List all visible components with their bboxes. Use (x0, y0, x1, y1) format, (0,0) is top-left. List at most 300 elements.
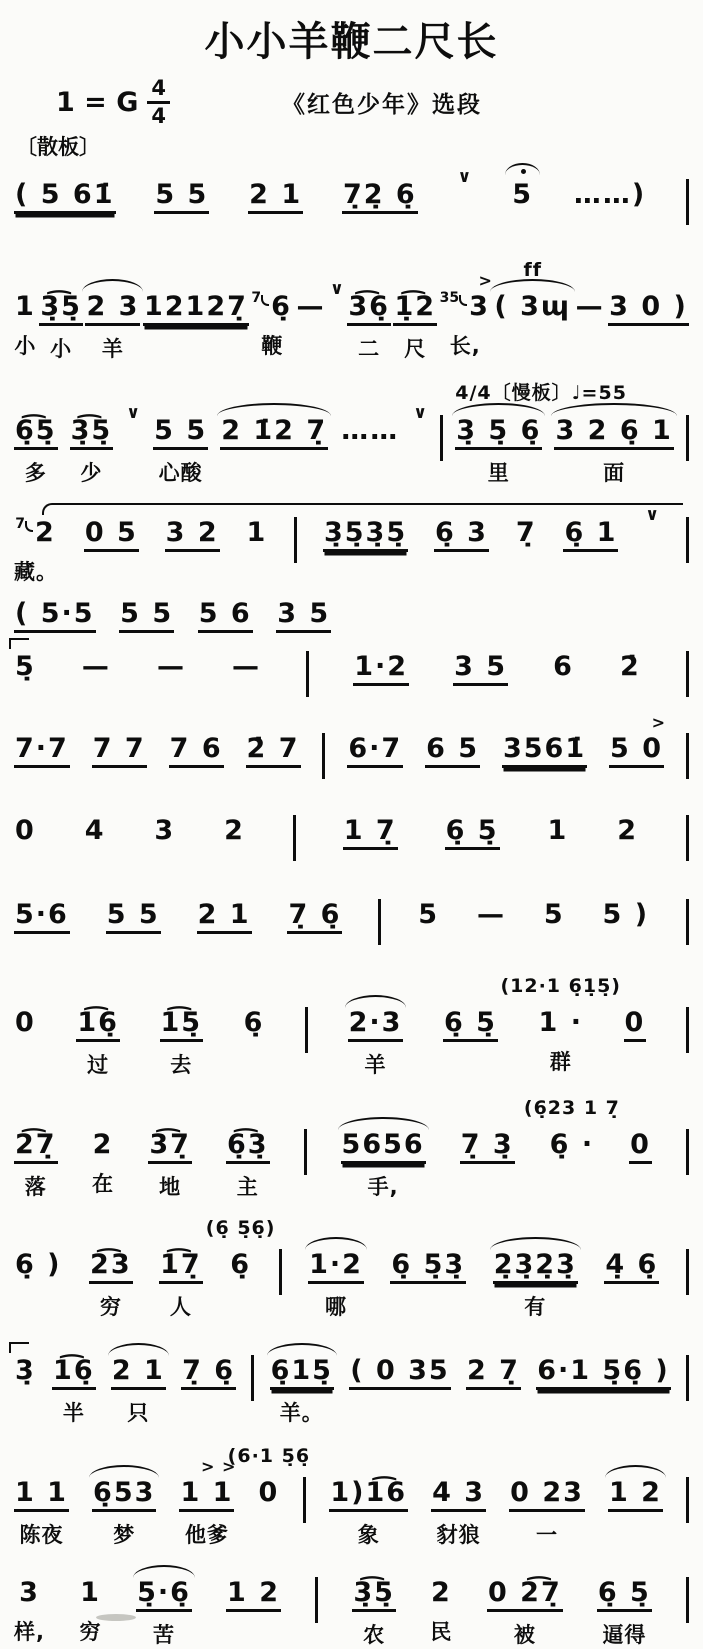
score-cell (563, 517, 618, 552)
system-11 (14, 1093, 689, 1201)
note-line (14, 291, 37, 323)
score-cell (619, 651, 642, 683)
score-cell (14, 1577, 45, 1646)
lyric-syllable: 羊。 (279, 1401, 324, 1426)
note-token: ( 5·5 (14, 598, 96, 633)
score-cell (329, 1477, 408, 1549)
note-token: 5 (418, 899, 440, 931)
score-cell (227, 1445, 311, 1509)
note-token: 2̣3̣2̣3̣ (493, 1249, 578, 1284)
score-cell (323, 517, 408, 552)
score-cell (434, 517, 489, 552)
note-token: ( 3ɰ (494, 291, 572, 322)
note-line (89, 1249, 133, 1284)
note-line (434, 517, 489, 552)
note-token: — (232, 651, 262, 683)
note-token: ( 0 35 (349, 1355, 451, 1390)
breath-mark: ∨ (457, 167, 472, 187)
note-line (14, 733, 70, 768)
score-cell (89, 1249, 133, 1321)
score-cell (14, 899, 70, 934)
note-line (340, 415, 400, 447)
score-cell (347, 733, 403, 768)
note-token: 1 (15, 291, 36, 322)
note-token: 2͡7̣ (14, 1129, 58, 1164)
note-line (511, 179, 534, 211)
barline (686, 899, 689, 945)
note-line (608, 291, 689, 326)
note-token: 1·2 (308, 1249, 364, 1284)
note-line (14, 899, 70, 934)
score-cell (493, 1249, 578, 1321)
note-token: 3̣͡5̣ (70, 415, 114, 450)
barline (686, 1577, 689, 1623)
score-cell (347, 291, 391, 363)
note-line (466, 1355, 521, 1390)
system-columns (14, 259, 689, 363)
note-token: 7·7 (14, 733, 70, 768)
note-line (439, 271, 493, 323)
note-token: 6̣ 5̣3̣ (390, 1249, 466, 1284)
system-6 (14, 633, 689, 697)
score-cell (476, 899, 507, 931)
lyric-syllable: 逼得 (602, 1623, 647, 1648)
score-cell (14, 651, 37, 683)
note-line (84, 815, 107, 847)
note-line (329, 1477, 408, 1512)
lyric-syllable: 二 (358, 337, 381, 362)
note-line (119, 598, 174, 633)
score-cell (353, 651, 409, 686)
lyric-syllable: 象 (357, 1523, 380, 1548)
note-line (393, 291, 437, 326)
score-cell (500, 975, 621, 1076)
note-line (536, 1355, 671, 1390)
note-line (608, 1477, 663, 1512)
score-cell (453, 651, 508, 686)
lyric-syllable: 群 (549, 1050, 572, 1075)
note-token: 1͡6̣ (76, 1007, 120, 1042)
note-line (329, 279, 345, 313)
note-token: 1 (246, 517, 268, 549)
note-token: — (156, 651, 186, 683)
score-cell (160, 1007, 204, 1079)
score-cell (493, 259, 572, 323)
note-token: 6̣͡3̣ (226, 1129, 270, 1164)
score-cell (602, 899, 651, 931)
note-token: 5·6 (14, 899, 70, 934)
note-token: 2 3 (85, 291, 140, 326)
score-cell (14, 733, 70, 768)
score-cell (457, 167, 473, 201)
note-token: 3 5 (453, 651, 508, 686)
score-cell (608, 1477, 663, 1512)
score-cell (223, 815, 246, 847)
note-line (308, 1249, 364, 1284)
score-cell (445, 815, 500, 850)
score-cell (125, 403, 141, 437)
score-cell (547, 815, 570, 847)
note-token: 0 (15, 1007, 36, 1039)
note-token: 3 (154, 815, 176, 847)
note-line (609, 713, 667, 768)
note-token: 3̣͡5̣ (352, 1577, 396, 1612)
system-9 (14, 889, 689, 945)
system-columns (14, 505, 689, 586)
barline (378, 899, 381, 945)
barline (279, 1249, 282, 1295)
note-token: 7 6 (169, 733, 224, 768)
lyric-syllable: 少 (80, 461, 103, 486)
score-cell (439, 271, 493, 360)
note-token: 2 (34, 517, 56, 549)
note-token: 3 > (469, 271, 493, 322)
barline (686, 1007, 689, 1053)
grace-note: 35 (440, 291, 467, 306)
score-cell (487, 1577, 563, 1649)
score-cell (14, 291, 37, 360)
note-line (159, 1249, 203, 1284)
note-token: 5 6 (198, 598, 253, 633)
note-line (85, 291, 140, 326)
system-columns (14, 1355, 689, 1427)
note-token: 1 (547, 815, 569, 847)
annotation: (6̣ 5̣6̣) (205, 1217, 276, 1240)
note-token: 2 (224, 815, 245, 847)
note-token: 3 0 ) (608, 291, 689, 326)
lyric-syllable: 羊 (101, 337, 124, 362)
score-cell (81, 651, 112, 683)
note-token: 6̣ 5̣ (445, 815, 500, 850)
score-cell (205, 1217, 276, 1281)
note-token: 5̣·6̣ (136, 1577, 192, 1612)
score-cell (181, 1355, 236, 1390)
note-token: 5 5 (106, 899, 161, 934)
note-token: 2 (431, 1577, 452, 1609)
note-token: 4 3 (431, 1477, 486, 1512)
note-token: 5 0 > (609, 733, 664, 768)
note-token: 3̣ (15, 1355, 36, 1387)
score-cell (85, 291, 140, 363)
note-line (502, 733, 587, 768)
score-cell (536, 1355, 671, 1390)
barline (315, 1577, 318, 1623)
note-line (430, 1577, 453, 1609)
note-line (493, 1249, 578, 1284)
lyric-syllable: 过 (87, 1053, 110, 1078)
lyric-syllable: 豺狼 (436, 1523, 481, 1548)
score-cell (417, 899, 440, 931)
note-line (226, 1129, 270, 1164)
note-line (453, 651, 508, 686)
score-body (14, 163, 689, 1649)
note-line (353, 651, 409, 686)
note-line (538, 1007, 584, 1039)
score-cell (76, 1007, 120, 1079)
barline (686, 415, 689, 461)
note-token: 0 (15, 815, 36, 847)
score-cell (243, 1007, 266, 1039)
system-5 (14, 588, 331, 633)
score-cell (515, 517, 538, 549)
note-line (629, 1129, 652, 1164)
tie-continuation-hook (9, 638, 29, 649)
lyric-syllable: 穷 (79, 1620, 102, 1645)
barline (305, 1007, 308, 1053)
note-token: — (476, 899, 506, 931)
score-cell (84, 517, 139, 552)
note-token: 2̇ 7 (246, 733, 301, 768)
annotation: ff (523, 259, 543, 281)
score-cell (14, 1355, 37, 1387)
note-line (515, 517, 538, 549)
score-cell (14, 815, 37, 847)
score-cell (644, 505, 660, 539)
system-columns (14, 167, 689, 225)
barline (686, 815, 689, 861)
note-line (547, 815, 570, 847)
lyric-syllable: 羊 (364, 1053, 387, 1078)
note-token: 3̣͡5̣ (39, 291, 83, 326)
note-token: …… (341, 415, 400, 447)
note-token: 5 ) (602, 899, 650, 931)
note-line (14, 1007, 37, 1039)
score-cell (159, 1249, 203, 1321)
score-cell (296, 291, 327, 323)
system-13 (14, 1333, 689, 1427)
note-token: 2 1̇2 7̣ (220, 415, 328, 450)
note-line (390, 1249, 466, 1284)
note-token: 2 7̣ (466, 1355, 521, 1390)
lyric-syllable: 穷 (99, 1295, 122, 1320)
note-line (231, 651, 262, 683)
system-7 (14, 713, 689, 779)
note-token: 6̣ 3 (434, 517, 489, 552)
score-cell (226, 1129, 270, 1201)
note-token: 1̣͡2 (393, 291, 437, 326)
note-line (347, 291, 391, 326)
grace-note: 7 (15, 517, 33, 532)
note-line (148, 1129, 192, 1164)
note-line (181, 1355, 236, 1390)
score-cell (604, 1249, 659, 1284)
note-line (14, 1249, 63, 1281)
key-signature-text: 1 = G (56, 86, 139, 118)
note-line (14, 1477, 69, 1512)
note-token: 7̣ 3̣ (460, 1129, 515, 1164)
note-token: 2 (617, 815, 638, 847)
note-line (226, 1577, 281, 1612)
note-line (487, 1577, 563, 1612)
note-line (624, 1007, 647, 1042)
note-token: 6̣ 5̣ (597, 1577, 652, 1612)
score-cell (106, 899, 161, 934)
score-cell (341, 1129, 426, 1201)
note-line (79, 1577, 102, 1609)
score-cell (14, 517, 58, 586)
score-cell (431, 1477, 486, 1549)
lyric-syllable: 只 (127, 1401, 150, 1426)
note-token: — (575, 291, 605, 322)
note-token: 1 1 (14, 1477, 69, 1512)
tie-continuation-hook (9, 1342, 29, 1353)
score-cell (509, 1477, 585, 1549)
note-line (229, 1249, 252, 1281)
note-token: 6 (553, 651, 574, 683)
note-line (509, 1477, 585, 1512)
score-cell (14, 598, 96, 633)
note-token: 1͡6̣ (52, 1355, 96, 1390)
note-token: 5 5 (154, 179, 209, 214)
note-token: 1 · (538, 1007, 583, 1039)
note-token: 3 5 (276, 598, 331, 633)
score-cell (352, 1577, 396, 1649)
note-token: 7̣ 6̣ (287, 899, 342, 934)
note-line (460, 1129, 515, 1164)
lyric-syllable: 面 (603, 461, 626, 486)
note-token: — (296, 291, 326, 322)
note-line (343, 815, 398, 850)
note-token: 6̣ · (549, 1129, 595, 1161)
note-token: 0 (258, 1477, 280, 1509)
note-token: 7 7 (92, 733, 147, 768)
score-cell (340, 415, 400, 447)
score-cell (246, 733, 301, 768)
system-columns (14, 815, 689, 861)
score-cell (14, 1007, 37, 1039)
note-line (349, 1355, 451, 1390)
system-10 (14, 971, 689, 1079)
time-signature (147, 77, 170, 126)
system-columns (14, 651, 689, 697)
note-token: 3̣ 5̣ 6̣ (455, 415, 542, 450)
score-cell (111, 1355, 166, 1427)
note-token: 1 2 (226, 1577, 281, 1612)
note-token: 3̣5̣3̣5̣ (323, 517, 408, 552)
fermata-note: 5 (512, 179, 533, 210)
note-token: 6̣ 1 (563, 517, 618, 552)
time-signature-denominator: 4 (151, 103, 166, 128)
note-token: 3 2 (165, 517, 220, 552)
note-token: 0 5 (84, 517, 139, 552)
score-cell (198, 598, 253, 633)
barline (686, 1355, 689, 1401)
score-cell (390, 1249, 466, 1284)
note-token: 3͡7̣ (148, 1129, 192, 1164)
barline (304, 1129, 307, 1175)
note-line (220, 415, 328, 450)
system-2 (14, 255, 689, 363)
note-line (14, 415, 58, 450)
score-cell (92, 1477, 156, 1549)
score-cell (156, 651, 187, 683)
note-line (348, 1007, 404, 1042)
note-line (425, 733, 480, 768)
note-token: 6̣53 (92, 1477, 156, 1512)
score-cell (425, 733, 480, 768)
lyric-syllable: 手, (367, 1175, 399, 1200)
note-line (246, 517, 269, 549)
note-line (323, 517, 408, 552)
note-token: 6 5 (425, 733, 480, 768)
note-line (257, 1477, 280, 1509)
score-cell (136, 1577, 192, 1649)
score-cell (165, 517, 220, 552)
note-line (251, 291, 293, 323)
score-cell (543, 899, 566, 931)
note-token: — (81, 651, 111, 683)
note-line (575, 291, 606, 323)
note-token: 6̣ (243, 1007, 265, 1039)
score-cell (153, 815, 176, 847)
lyric-syllable: 样, (14, 1620, 45, 1645)
barline (294, 517, 297, 563)
lyric-syllable: 小 (14, 334, 37, 359)
note-line (431, 1477, 486, 1512)
note-token: 0 (629, 1129, 652, 1164)
accent-mark: > > (201, 1457, 237, 1477)
note-line (143, 291, 249, 326)
lyric-syllable: 被 (513, 1623, 536, 1648)
key-signature (56, 77, 170, 126)
accent-mark: > (651, 713, 667, 733)
lyric-syllable: 落 (24, 1175, 47, 1200)
system-4 (14, 497, 689, 586)
lyric-syllable: 陈夜 (19, 1523, 64, 1548)
note-line (179, 1457, 237, 1512)
system-columns (14, 598, 331, 633)
note-token: 2 (92, 1129, 114, 1161)
system-columns (14, 1217, 689, 1321)
note-token: 2 1 (197, 899, 252, 934)
note-token: 7̣ 6̣ (181, 1355, 236, 1390)
note-token: 1 7̣ (343, 815, 398, 850)
system-8 (14, 805, 689, 861)
barline (303, 1477, 306, 1523)
lyric-syllable: 苦 (152, 1623, 175, 1648)
note-line (81, 651, 112, 683)
note-line (111, 1355, 166, 1390)
note-line (14, 1355, 37, 1387)
system-columns (14, 899, 689, 945)
note-token: 1 1 > > (179, 1477, 234, 1512)
note-token: 1·2 (353, 651, 409, 686)
score-cell (502, 733, 587, 768)
score-cell (430, 1577, 453, 1646)
score-cell (573, 179, 647, 211)
note-token: 2̇ (620, 651, 641, 683)
lyric-syllable: 民 (430, 1620, 453, 1645)
score-cell (169, 733, 224, 768)
lyric-syllable: 地 (159, 1175, 182, 1200)
score-cell (308, 1249, 364, 1321)
lyric-syllable: 人 (169, 1295, 192, 1320)
note-line (602, 899, 651, 931)
barline (686, 179, 689, 225)
note-token: 1͡5̣ (160, 1007, 204, 1042)
note-line (156, 651, 187, 683)
note-token: 6̣15̣ (270, 1355, 334, 1390)
score-cell (92, 1129, 115, 1198)
note-token: 6·1 5̣6̣ ) (536, 1355, 671, 1390)
note-line (153, 415, 208, 450)
note-line (554, 415, 673, 450)
note-token: 6·7 (347, 733, 403, 768)
annotation: (12·1 6̣1̣5̣) (500, 975, 621, 998)
system-15 (14, 1561, 689, 1649)
score-cell (624, 1007, 647, 1042)
score-cell (251, 291, 293, 360)
